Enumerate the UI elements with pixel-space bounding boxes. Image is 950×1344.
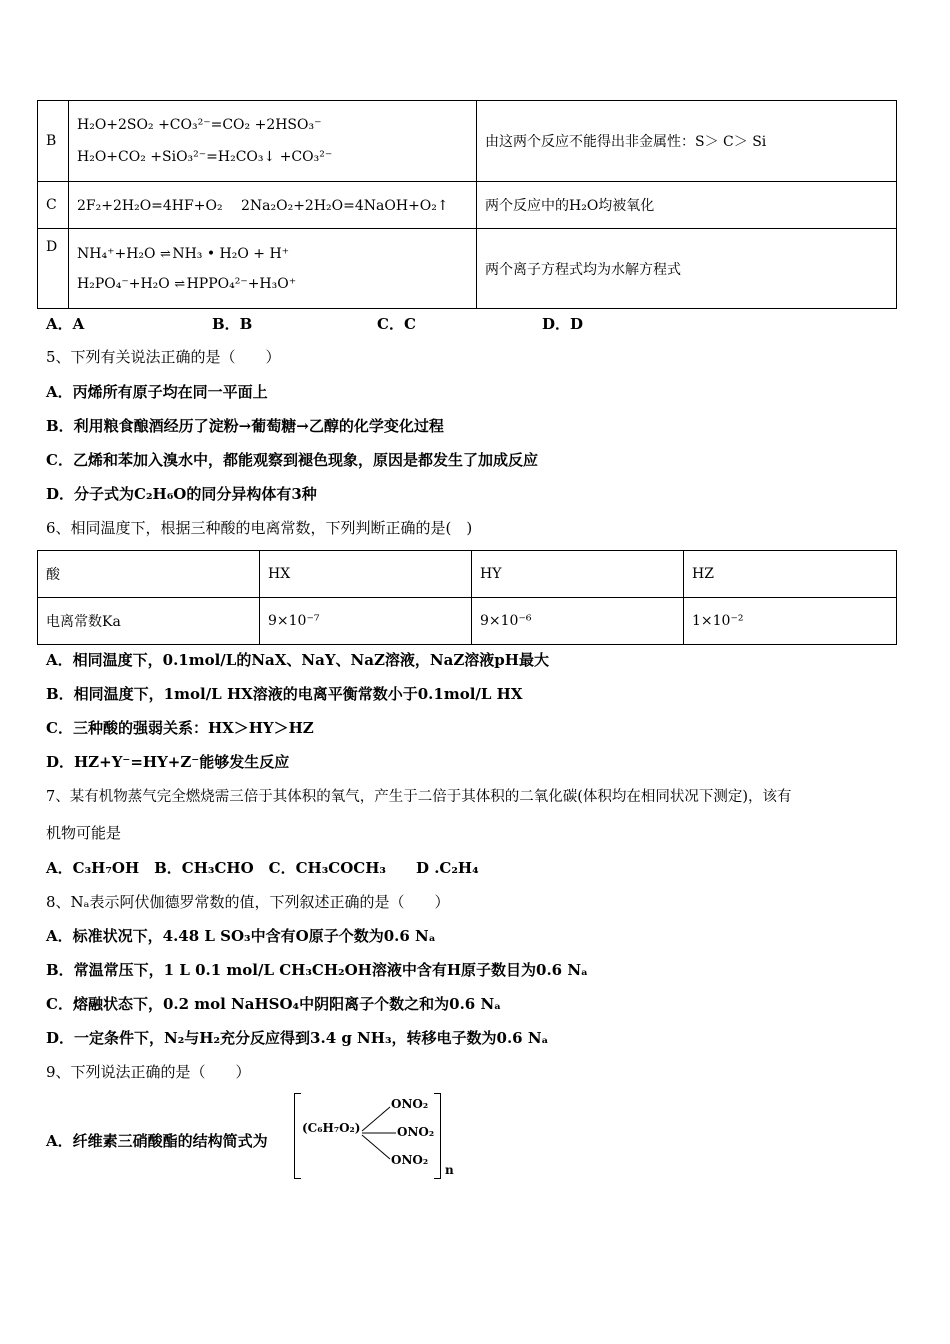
table-header-cell: HY [472, 551, 684, 598]
q8-option-b: B．常温常压下，1 L 0.1 mol/L CH₃CH₂OH溶液中含有H原子数目为0.6 Nₐ [46, 961, 589, 979]
equation-cell [69, 101, 477, 182]
q7-options: A．C₃H₇OH B．CH₃CHO C．CH₃COCH₃ D .C₂H₄ [46, 859, 479, 877]
q4-option-c: C．C [377, 315, 416, 333]
q4-option-a: A．A [46, 315, 85, 333]
nitrate-group: ONO₂ [391, 1153, 429, 1167]
q5-stem: 5、下列有关说法正确的是（ ） [46, 348, 281, 366]
equation-cell [69, 229, 477, 309]
equation-cell [69, 182, 477, 229]
q4-table [37, 100, 897, 309]
q9-option-a: A．纤维素三硝酸酯的结构简式为 [46, 1132, 268, 1150]
equilibrium-arrow-icon: ⇌ [159, 246, 168, 262]
q4-option-b: B．B [212, 315, 253, 333]
structural-formula [294, 1093, 464, 1179]
q5-option-b: B．利用粮食酿酒经历了淀粉→葡萄糖→乙醇的化学变化过程 [46, 417, 444, 435]
row-label: D [38, 229, 69, 309]
q8-option-c: C．熔融状态下，0.2 mol NaHSO₄中阴阳离子个数之和为0.6 Nₐ [46, 995, 502, 1013]
q8-option-d: D．一定条件下，N₂与H₂充分反应得到3.4 g NH₃，转移电子数为0.6 Nₐ [46, 1029, 549, 1047]
q4-option-d: D．D [542, 315, 584, 333]
equation-line [77, 276, 468, 292]
q6-option-b: B．相同温度下，1mol/L HX溶液的电离平衡常数小于0.1mol/L HX [46, 685, 523, 703]
q8-option-a: A．标准状况下，4.48 L SO₃中含有O原子个数为0.6 Nₐ [46, 927, 436, 945]
equation-right: HPPO₄²⁻+H₃O⁺ [186, 275, 297, 292]
equation-left: NH₄⁺+H₂O [77, 245, 156, 262]
q7-stem-continued: 机物可能是 [46, 824, 122, 842]
equation-line: 2F₂+2H₂O=4HF+O₂ 2Na₂O₂+2H₂O=4NaOH+O₂↑ [77, 198, 449, 214]
table-cell: 1×10⁻² [684, 598, 897, 645]
equation-line: H₂O+2SO₂ +CO₃²⁻=CO₂ +2HSO₃⁻ [77, 117, 322, 133]
q6-option-d: D．HZ+Y⁻=HY+Z⁻能够发生反应 [46, 753, 290, 771]
q6-option-a: A．相同温度下，0.1mol/L的NaX、NaY、NaZ溶液，NaZ溶液pH最大 [46, 651, 549, 669]
q9-stem: 9、下列说法正确的是（ ） [46, 1063, 251, 1081]
table-cell: 电离常数Ka [38, 598, 260, 645]
table-cell: 9×10⁻⁶ [472, 598, 684, 645]
row-label: B [38, 101, 69, 182]
q5-option-d: D．分子式为C₂H₆O的同分异构体有3种 [46, 485, 317, 503]
equation-line [77, 246, 468, 262]
conclusion-cell: 由这两个反应不能得出非金属性：S＞ C＞ Si [477, 101, 897, 182]
equilibrium-arrow-icon: ⇌ [174, 276, 183, 292]
formula-core: (C₆H₇O₂) [302, 1121, 361, 1135]
q8-stem: 8、Nₐ表示阿伏伽德罗常数的值，下列叙述正确的是（ ） [46, 893, 450, 911]
table-cell: 9×10⁻⁷ [260, 598, 472, 645]
q6-option-c: C．三种酸的强弱关系：HX＞HY＞HZ [46, 719, 314, 737]
q7-stem: 7、某有机物蒸气完全燃烧需三倍于其体积的氧气，产生于二倍于其体积的二氧化碳(体积均在相同状况下测定)，该有 [46, 789, 792, 805]
table-header-cell: HX [260, 551, 472, 598]
conclusion-cell: 两个反应中的H₂O均被氧化 [477, 182, 897, 229]
q6-stem: 6、相同温度下，根据三种酸的电离常数，下列判断正确的是( ) [46, 519, 473, 537]
equation-left: H₂PO₄⁻+H₂O [77, 275, 170, 292]
table-header-cell: HZ [684, 551, 897, 598]
nitrate-group: ONO₂ [391, 1097, 429, 1111]
table-row [38, 551, 897, 598]
bond-lines [294, 1093, 464, 1179]
row-label: C [38, 182, 69, 229]
equation-line: H₂O+CO₂ +SiO₃²⁻=H₂CO₃↓ +CO₃²⁻ [77, 149, 333, 165]
q6-table [37, 550, 897, 645]
table-row [38, 229, 897, 309]
table-row [38, 182, 897, 229]
table-row [38, 598, 897, 645]
q5-option-a: A．丙烯所有原子均在同一平面上 [46, 383, 268, 401]
table-row [38, 101, 897, 182]
conclusion-cell: 两个离子方程式均为水解方程式 [477, 229, 897, 309]
polymer-subscript: n [445, 1163, 454, 1177]
nitrate-group: ONO₂ [397, 1125, 435, 1139]
equation-right: NH₃ • H₂O + H⁺ [172, 245, 290, 262]
q5-option-c: C．乙烯和苯加入溴水中，都能观察到褪色现象，原因是都发生了加成反应 [46, 451, 538, 469]
table-header-cell: 酸 [38, 551, 260, 598]
